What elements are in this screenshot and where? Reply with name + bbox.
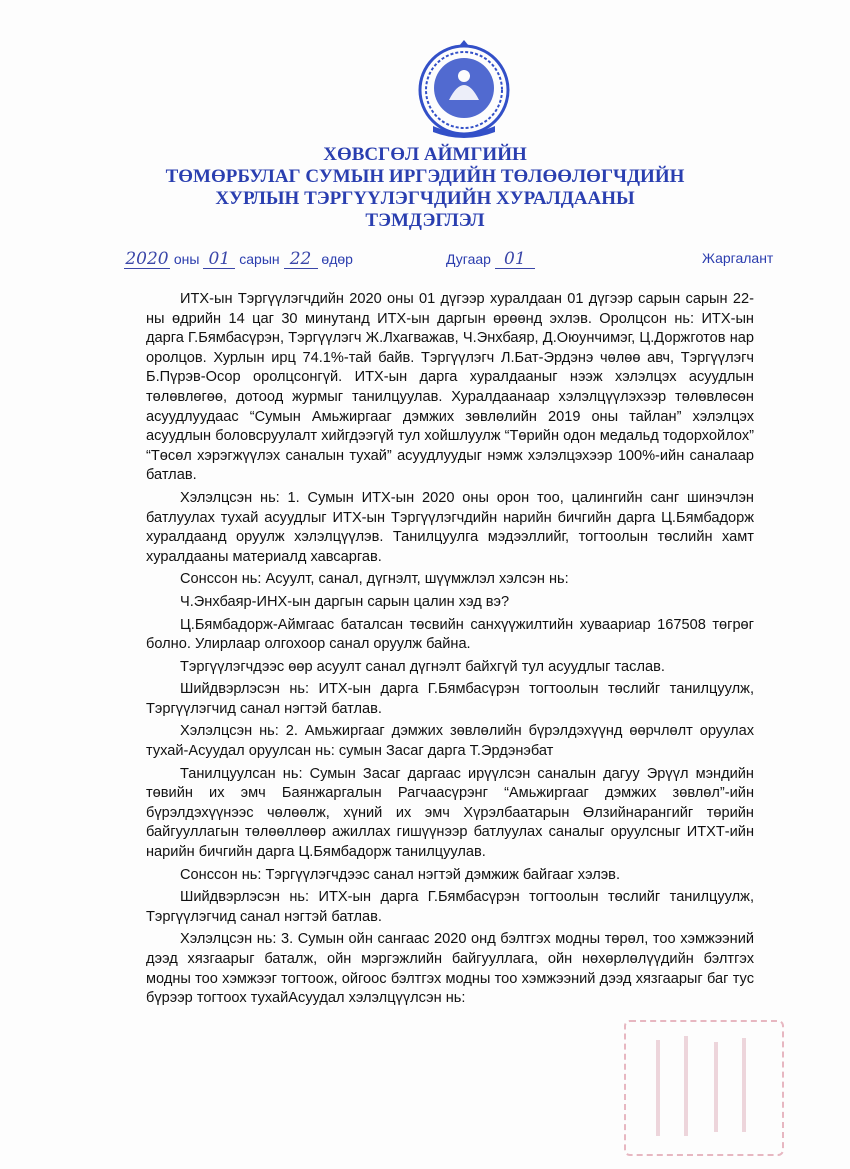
paragraph-item1-decided: Шийдвэрлэсэн нь: ИТХ-ын дарга Г.Бямбасүрэн тогтоолын төслийг танилцуулж, Тэргүүлэгчид санал нэгтэй батлав. [146,681,754,717]
paragraph-question: Ч.Энхбаяр-ИНХ-ын даргын сарын цалин хэд вэ? [180,593,510,610]
mongolia-state-emblem-icon [413,40,515,138]
year-value: 2020 [125,249,169,269]
paragraph-closed: Тэргүүлэгчдээс өөр асуулт санал дүгнэлт байхгүй тул асуудлыг таслав. [180,658,665,675]
paragraph-item2-discussed: Хэлэлцсэн нь: 2. Амьжиргааг дэмжих зөвлөлийн бүрэлдэхүүнд өөрчлөлт оруулах тухай-Асуудал оруулсан нь: сумын Засаг дарга Т.Эрдэнэбат [146,723,754,760]
paragraph-answer: Ц.Бямбадорж-Аймгаас баталсан төсвийн санхүүжилтийн хуваариар 167508 төгрөг болно. Улирлаар олгохоор санал оруулж байна. [146,616,754,653]
month-value: 01 [203,250,235,269]
paragraph-heard: Сонссон нь: Асуулт, санал, дүгнэлт, шүүмжлэл хэлсэн нь: [180,571,569,588]
number-line [446,250,535,269]
document-heading [0,144,850,232]
paragraph-item2-heard: Сонссон нь: Тэргүүлэгчдээс санал нэгтэй дэмжиж байгааг хэлэв. [180,866,620,883]
paragraph-opening: ИТХ-ын Тэргүүлэгчдийн 2020 оны 01 дүгээр хуралдаан 01 дүгээр сарын сарын 22-ны өдрийн 14 цаг 30 минутанд ИТХ-ын даргын өрөөнд эхлэв. Оролцсон нь: ИТХ-ын дарга Г.Бямбасүрэн, Тэргүүлэгч Ж.Лхагважав, Ч.Энхбаяр, Д.Оюунчимэг, Ц.Доржготов нар оролцов. Хурлын ирц 74.1%-тай байв. Тэргүүлэгч Л.Бат-Эрдэнэ чөлөө авч, Тэргүүлэгч Б.Пүрэв-Осор оролцсонгүй. ИТХ-ын дарга хуралдааныг нээж хэлэлцэх асуудлын төлөвлөгөө, дотоод журмыг танилцуулав. Хуралдаанаар хэлэлцүүлэхээр төлөвлөсөн асуудлуудаас “Сумын Амьжиргааг дэмжих зөвлөлийн 2019 оны тайлан” хэлэлцэх асуудлын боловсруулалт хийгдээгүй тул хойшлуулж “Төрийн одон медальд тодорхойлох” “Төсөл хэрэгжүүлэх саналын тухай” асуудлуудыг нэмж хэлэлцэхээр 100%-ийн саналаар батлав. [146,291,754,484]
day-label: өдөр [321,251,353,267]
month-label: сарын [239,251,280,267]
heading-minutes: ТЭМДЭГЛЭЛ [365,210,485,231]
state-emblem [413,40,515,138]
heading-sum-council: ТӨМӨРБУЛАГ СУМЫН ИРГЭДИЙН ТӨЛӨӨЛӨГЧДИЙН [165,166,685,187]
document-body [146,290,754,1012]
heading-aimag: ХӨВСГӨЛ АЙМГИЙН [323,144,527,165]
place-name: Жаргалант [702,250,774,266]
number-label: Дугаар [446,251,491,267]
heading-presidium-session: ХУРЛЫН ТЭРГҮҮЛЭГЧДИЙН ХУРАЛДААНЫ [215,188,635,209]
year-label: оны [173,251,200,267]
document-meta [0,250,850,274]
paragraph-item3-discussed: Хэлэлцсэн нь: 3. Сумын ойн сангаас 2020 онд бэлтгэх модны төрөл, тоо хэмжээний дээд хязгаарыг баталж, ойн мэргэжлийн байгууллага, ойн нөхөрлөлүүдийн бэлтгэх модны тоо хэмжээг тогтоож, ойгоос бэлтгэх модны тоо хэмжээний дээд хязгаарыг баг тус бүрээр тогтоох тухайАсуудал хэлэлцүүлсэн нь: [146,931,754,1007]
date-line [124,250,353,269]
paragraph-item2-introduced: Танилцуулсан нь: Сумын Засаг даргаас ирүүлсэн саналын дагуу Эрүүл мэндийн төвийн их эмч Баянжаргалын Рагчаасүрэнг “Амьжиргааг дэмжих зөвлөл”-ийн бүрэлдэхүүнээс чөлөөлж, хүний их эмч Хүрэлбаатарын Өлзийнарангийг төрийн байгууллагын төлөөллөөр ажиллах гишүүнээр батлуулах саналыг оруулсныг ИТХТ-ийн нарийн бичгийн дарга Ц.Бямбадорж танилцуулав. [146,765,754,861]
red-registration-stamp-icon [624,1020,784,1156]
number-value: 01 [495,250,535,269]
paragraph-item2-decided: Шийдвэрлэсэн нь: ИТХ-ын дарга Г.Бямбасүрэн тогтоолын төслийг танилцуулж, Тэргүүлэгчид санал нэгтэй батлав. [146,889,754,925]
day-value: 22 [284,250,318,269]
paragraph-item1-discussed: Хэлэлцсэн нь: 1. Сумын ИТХ-ын 2020 оны орон тоо, цалингийн санг шинэчлэн батлуулах тухай асуудлыг ИТХ-ын Тэргүүлэгчдийн нарийн бичгийн дарга Ц.Бямбадорж хуралдаанд оруулж хэлэлцүүлэв. Танилцуулга мэдээллийг, тогтоолын төслийн хамт хуралдааны материалд хавсаргав. [146,489,754,565]
